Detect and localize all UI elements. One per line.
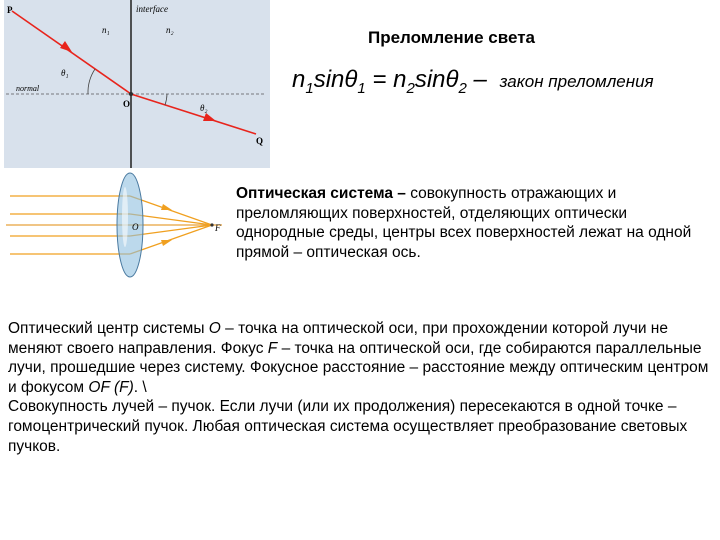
- formula-sub-2: 2: [406, 80, 415, 97]
- p1-symbol-of: OF (F): [88, 378, 134, 396]
- label-q: Q: [256, 136, 264, 146]
- paragraph-2: Совокупность лучей – пучок. Если лучи (или их продолжения) пересекаются в одной точке – гомоцентрический пучок. Любая оптическая система осуществляет преобразование световых пучков.: [8, 398, 688, 455]
- p1-part-1: Оптический центр системы: [8, 320, 209, 337]
- refraction-diagram: [4, 0, 270, 168]
- p1-symbol-o: O: [208, 320, 221, 337]
- optical-system-definition: [236, 184, 716, 262]
- p1-symbol-f: F: [267, 339, 278, 357]
- formula-sin2: sin: [414, 66, 446, 93]
- optical-system-text: совокупность отражающих и преломляющих поверхностей, отделяющих оптически однородные среды, центры всех поверхностей лежат на одной прямой – оптическая ось.: [236, 185, 692, 261]
- focus-point-dot: [210, 223, 213, 226]
- formula-dash: –: [466, 66, 494, 93]
- p1-part-4: . \: [133, 378, 147, 396]
- label-theta1: θ₁: [61, 68, 69, 78]
- p1-part-2: – точка на оптической оси, при прохождении которой лучи не меняют своего направления. Фокус: [8, 320, 668, 357]
- page-title: Преломление света: [368, 28, 535, 47]
- lens-highlight: [122, 187, 128, 247]
- formula-sub-1b: 1: [357, 80, 366, 97]
- label-n2: n₂: [166, 25, 174, 35]
- law-formula: [292, 66, 494, 97]
- formula-theta1: θ: [344, 66, 358, 93]
- optical-system-term: Оптическая система –: [236, 185, 411, 202]
- formula-n1: n: [292, 66, 306, 93]
- optical-center-text: [8, 319, 720, 456]
- formula-n2: n: [393, 66, 407, 93]
- law-label: закон преломления: [499, 72, 654, 91]
- p1-part-3: – точка на оптической оси, где собираются параллельные лучи, прошедшие через систему. Фокусное расстояние – расстояние между оптическим центром и фокусом: [8, 339, 709, 396]
- formula-sub-1: 1: [305, 80, 314, 97]
- lens-diagram: [2, 172, 230, 290]
- paragraph-1: [8, 319, 720, 397]
- lens-shape: [117, 173, 143, 277]
- label-normal: normal: [16, 84, 40, 93]
- label-interface: interface: [136, 4, 168, 14]
- formula-theta2: θ: [445, 66, 459, 93]
- label-p: P: [7, 5, 13, 15]
- diagram-background: [4, 0, 270, 168]
- ray-arrow-icon: [161, 204, 172, 210]
- lens-label-f: F: [215, 223, 221, 233]
- ray-arrow-icon: [161, 240, 172, 246]
- point-o-dot: [129, 92, 133, 96]
- lens-label-o: O: [132, 222, 139, 232]
- label-theta2: θ₂: [200, 103, 208, 113]
- label-o: O: [123, 99, 131, 109]
- refraction-law: [292, 66, 654, 97]
- formula-sub-2b: 2: [458, 80, 467, 97]
- formula-equals: =: [365, 66, 394, 93]
- label-n1: n₁: [102, 25, 110, 35]
- formula-sin1: sin: [313, 66, 345, 93]
